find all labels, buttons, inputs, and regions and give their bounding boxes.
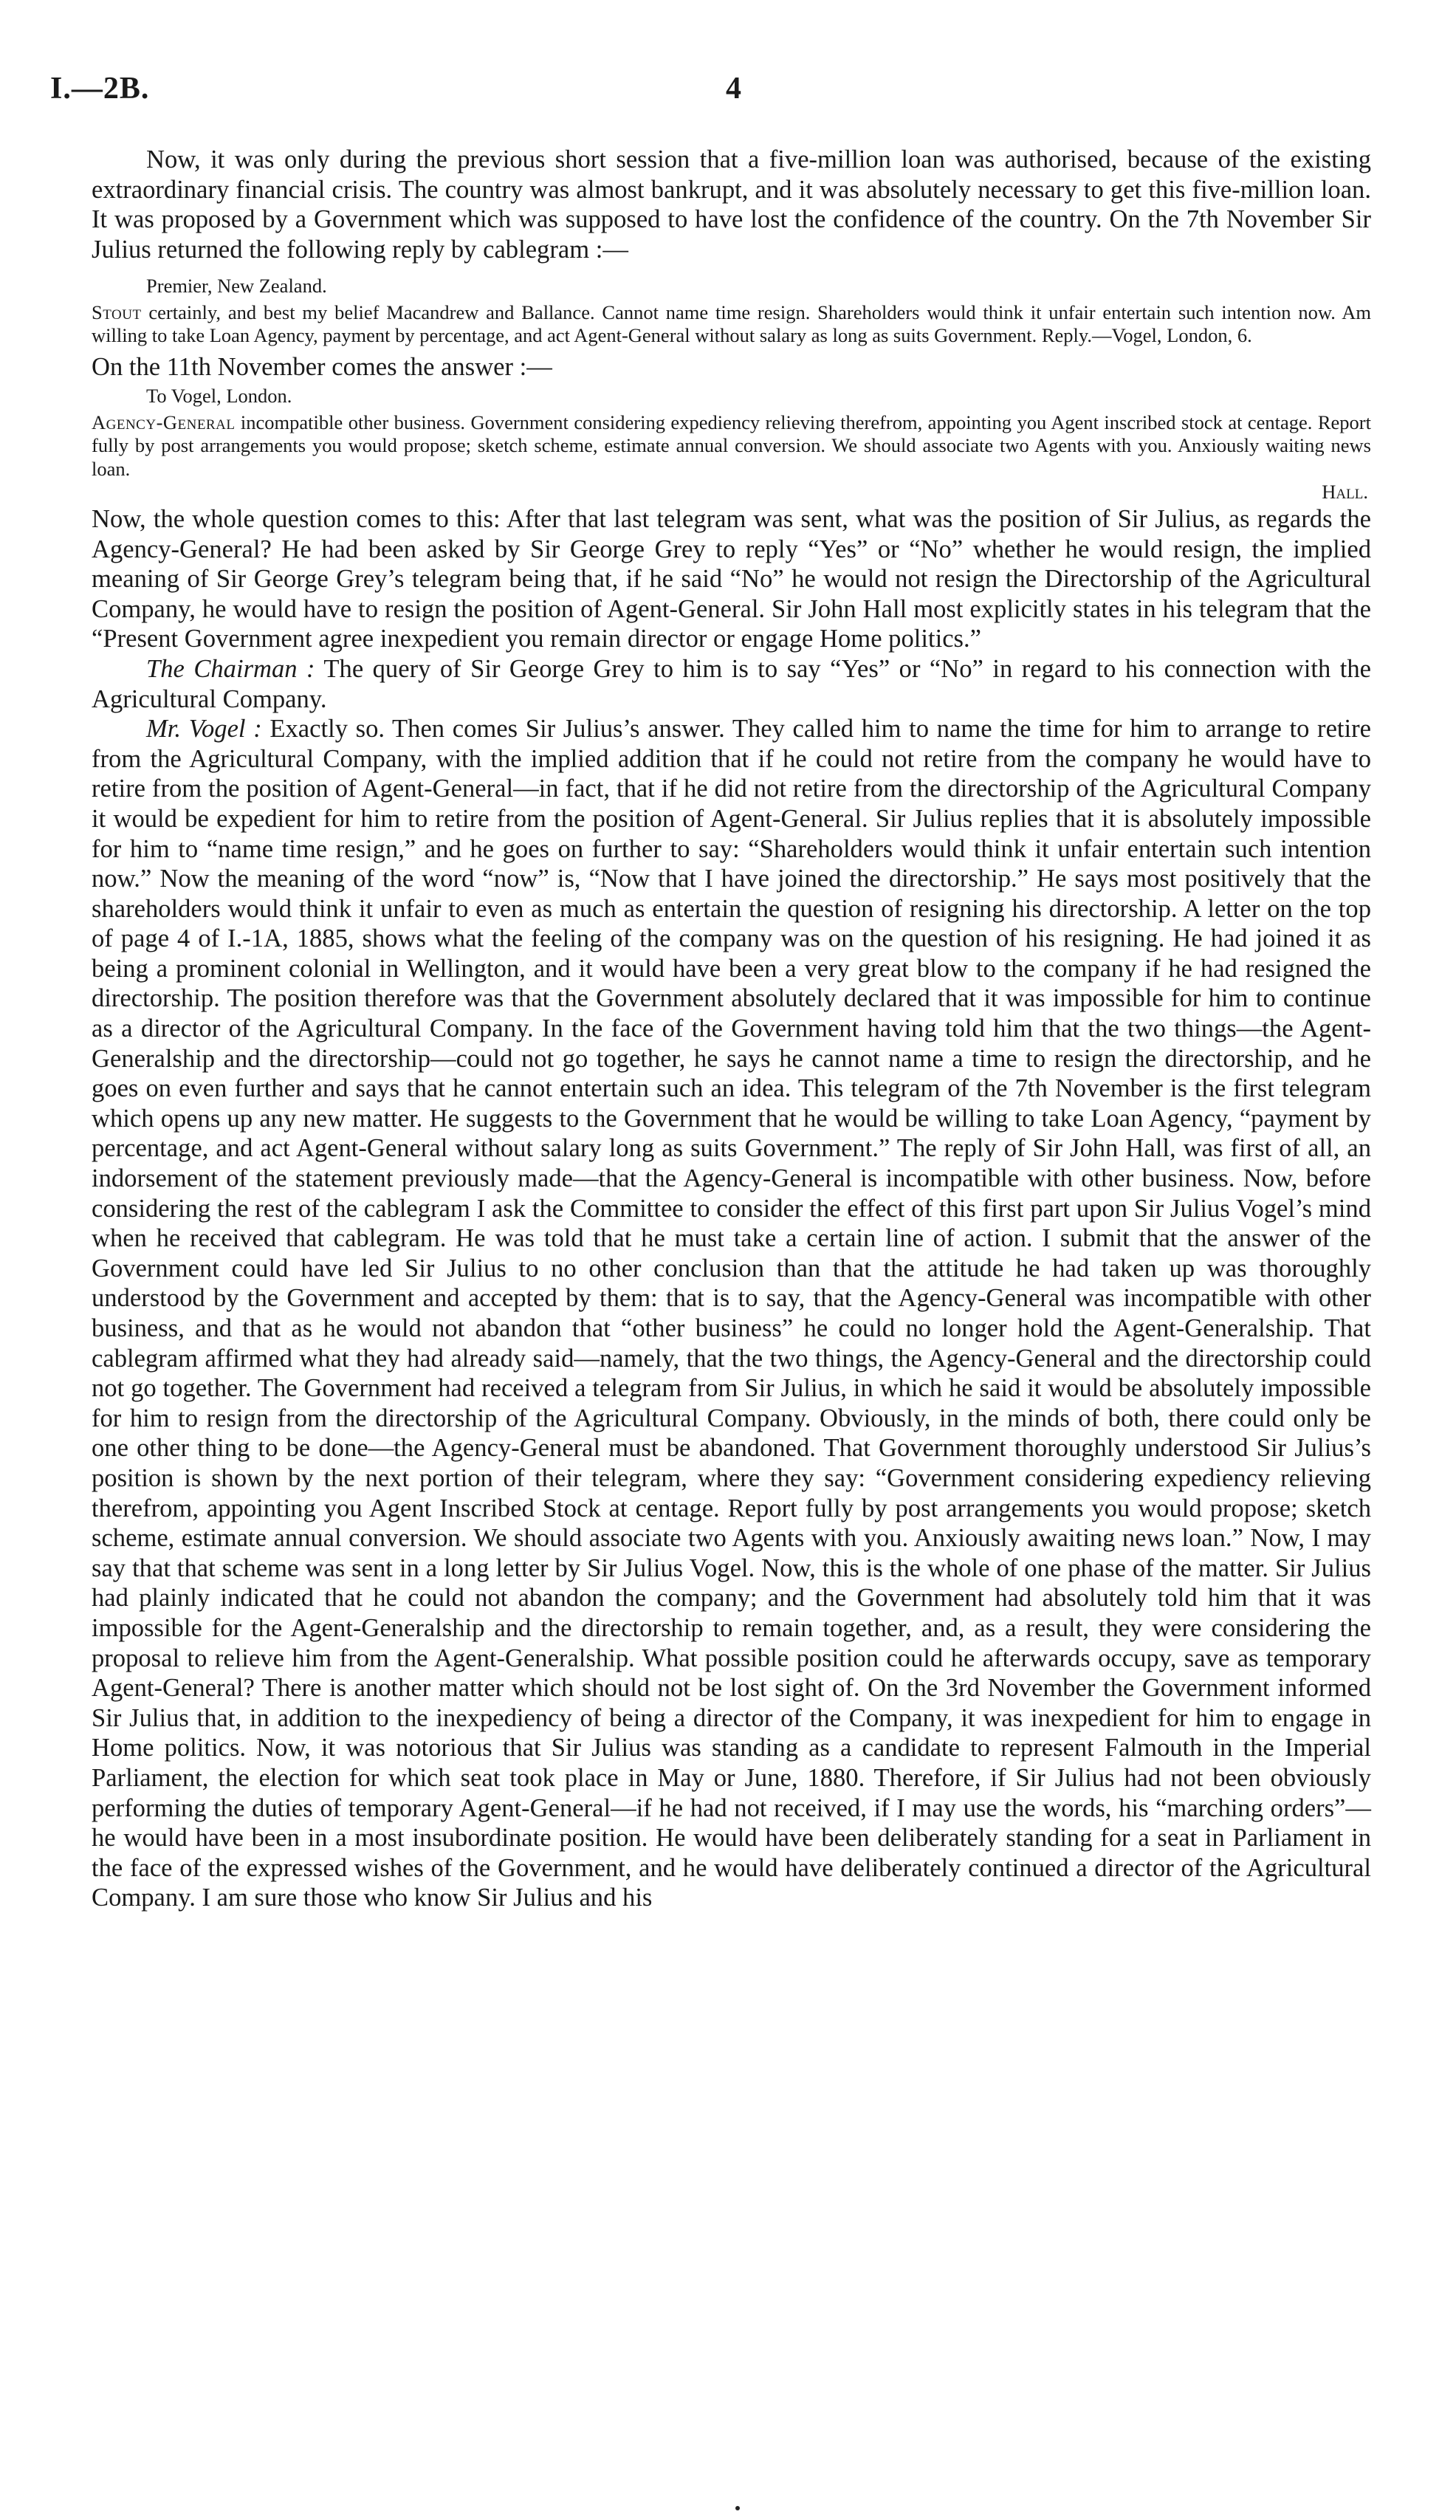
speaker-name: Mr. Vogel : — [146, 715, 262, 744]
paragraph-intro: Now, it was only during the previous short session that a five-million loan was authorised, because of the existing extraordinary financial crisis. The country was almost bankrupt, and it was absolutely necessary to get this five-million loan. It was proposed by a Government which was supposed to have lost the confidence of the country. On the 7th November Sir Julius returned the following reply by cablegram :— — [92, 145, 1371, 264]
telegram-body — [92, 301, 1371, 348]
telegram-lead-word: Agency-General — [92, 411, 236, 433]
page-number: 4 — [726, 72, 741, 106]
paragraph-answer-intro: On the 11th November comes the answer :— — [92, 352, 552, 381]
telegram-hall — [92, 385, 1371, 504]
telegram-vogel — [92, 275, 1371, 348]
telegram-addressee: Premier, New Zealand. — [146, 275, 327, 298]
page-header — [50, 71, 1372, 115]
paragraph-question: Now, the whole question comes to this: After that last telegram was sent, what was the position of Sir Julius, as regards the Agency-General? He had been asked by Sir George Grey to reply “Yes” or “No” whether he would resign, the implied meaning of Sir George Grey’s telegram being that, if he said “No” he would not resign the Directorship of the Agricultural Company, he would have to resign the position of Agent-General. Sir John Hall most explicitly states in his telegram that the “Present Government agree inexpedient you remain director or engage Home politics.” — [92, 504, 1371, 653]
page-body — [92, 145, 1371, 1913]
speech-text: The query of Sir George Grey to him is to say “Yes” or “No” in regard to his connection with the Agricultural Company. — [92, 654, 1371, 713]
speaker-name: The Chairman : — [146, 654, 315, 683]
speech-text: Exactly so. Then comes Sir Julius’s answer. They called him to name the time for him to arrange to retire from the Agricultural Company, with the implied addition that if he could not retire from the company he would have to retire from the position of Agent-General—in fact, that if he did not retire from the directorship of the Agricultural Company it would be expedient for him to retire from the position of Agent-General. Sir Julius replies that it is absolutely impossible for him to “name time resign,” and he goes on further to say: “Shareholders would think it unfair entertain such intention now.” Now the meaning of the word “now” is, “Now that I have joined the directorship.” He says most positively that the shareholders would think it unfair to even as much as entertain the question of resigning his directorship. A letter on the top of page 4 of I.-1A, 1885, shows what the feeling of the company was on the question of his resigning. He had joined it as being a prominent colonial in Wellington, and it would have been a very great blow to the company if he had resigned the directorship. The position therefore was that the Government absolutely declared that it was impossible for him to continue as a director of the Agricultural Company. In the face of the Government having told him that the two things—the Agent-Generalship and the directorship—could not go together, he says he cannot name a time to resign the directorship, and he goes on even further and says that he cannot entertain such an idea. This telegram of the 7th November is the first telegram which opens up any new matter. He suggests to the Government that he would be willing to take Loan Agency, “payment by percentage, and act Agent-General without salary long as suits Government.” The reply of Sir John Hall, was first of all, an indorsement of the statement previously made—that the Agency-General is incompatible with other business. Now, before considering the rest of the cablegram I ask the Committee to consider the effect of this first part upon Sir Julius Vogel’s mind when he received that cablegram. He was told that he must take a certain line of action. I submit that the answer of the Government could have led Sir Julius to no other conclusion than that the attitude he had taken up was thoroughly understood by the Government and accepted by them: that is to say, that the Agency-General was incompatible with other business, and that as he would not abandon that “other business” he could no longer hold the Agent-Generalship. That cablegram affirmed what they had already said—namely, that the two things, the Agency-General and the directorship could not go together. The Government had received a telegram from Sir Julius, in which he said it would be absolutely impossible for him to resign from the directorship of the Agricultural Company. Obviously, in the minds of both, there could only be one other thing to be done—the Agency-General must be abandoned. That Government thoroughly understood Sir Julius’s position is shown by the next portion of their telegram, where they say: “Government considering expediency relieving therefrom, appointing you Agent Inscribed Stock at centage. Report fully by post arrangements you would propose; sketch scheme, estimate annual conversion. We should associate two Agents with you. Anxiously awaiting news loan.” Now, I may say that that scheme was sent in a long letter by Sir Julius Vogel. Now, this is the whole of one phase of the matter. Sir Julius had plainly indicated that he could not abandon the company; and the Government had absolutely told him that it was impossible for the Agent-Generalship and the directorship to remain together, and, as a result, they were considering the proposal to relieve him from the Agent-Generalship. What possible position could he afterwards occupy, save as temporary Agent-General? There is another matter which should not be lost sight of. On the 3rd November the Government informed Sir Julius that, in addition to the inexpediency of being a director of the Company, it was inexpedient for him to engage in Home politics. Now, it was notorious that Sir Julius was standing as a candidate to represent Falmouth in the Imperial Parliament, the election for which seat took place in May or June, 1880. Therefore, if Sir Julius had not been obviously performing the duties of temporary Agent-General—if he had not received, if I may use the words, his “marching orders”—he would have been in a most insubordinate position. He would have been deliberately standing for a seat in Parliament in the face of the expressed wishes of the Government, and he would have deliberately continued a director of the Agricultural Company. I am sure those who know Sir Julius and his — [92, 715, 1371, 1912]
page-dot-mark — [735, 2506, 740, 2510]
paragraph-chairman — [92, 654, 1371, 714]
telegram-lead-word: Stout — [92, 301, 142, 323]
paragraph-vogel — [92, 714, 1371, 1913]
document-reference: I.—2B. — [50, 72, 150, 106]
telegram-body — [92, 411, 1371, 481]
telegram-text: certainly, and best my belief Macandrew and Ballance. Cannot name time resign. Shareholders would think it unfair entertain such intention now. Am willing to take Loan Agency, payment by percentage, and act Agent-General without salary as long as suits Government. Reply.—Vogel, London, 6. — [92, 301, 1371, 347]
telegram-signature: Hall. — [1322, 481, 1368, 504]
telegram-addressee: To Vogel, London. — [146, 385, 292, 408]
telegram-text: incompatible other business. Government considering expediency relieving therefrom, appointing you Agent inscribed stock at centage. Report fully by post arrangements you would propose; sketch scheme, estimate annual conversion. We should associate two Agents with you. Anxiously waiting news loan. — [92, 411, 1371, 480]
